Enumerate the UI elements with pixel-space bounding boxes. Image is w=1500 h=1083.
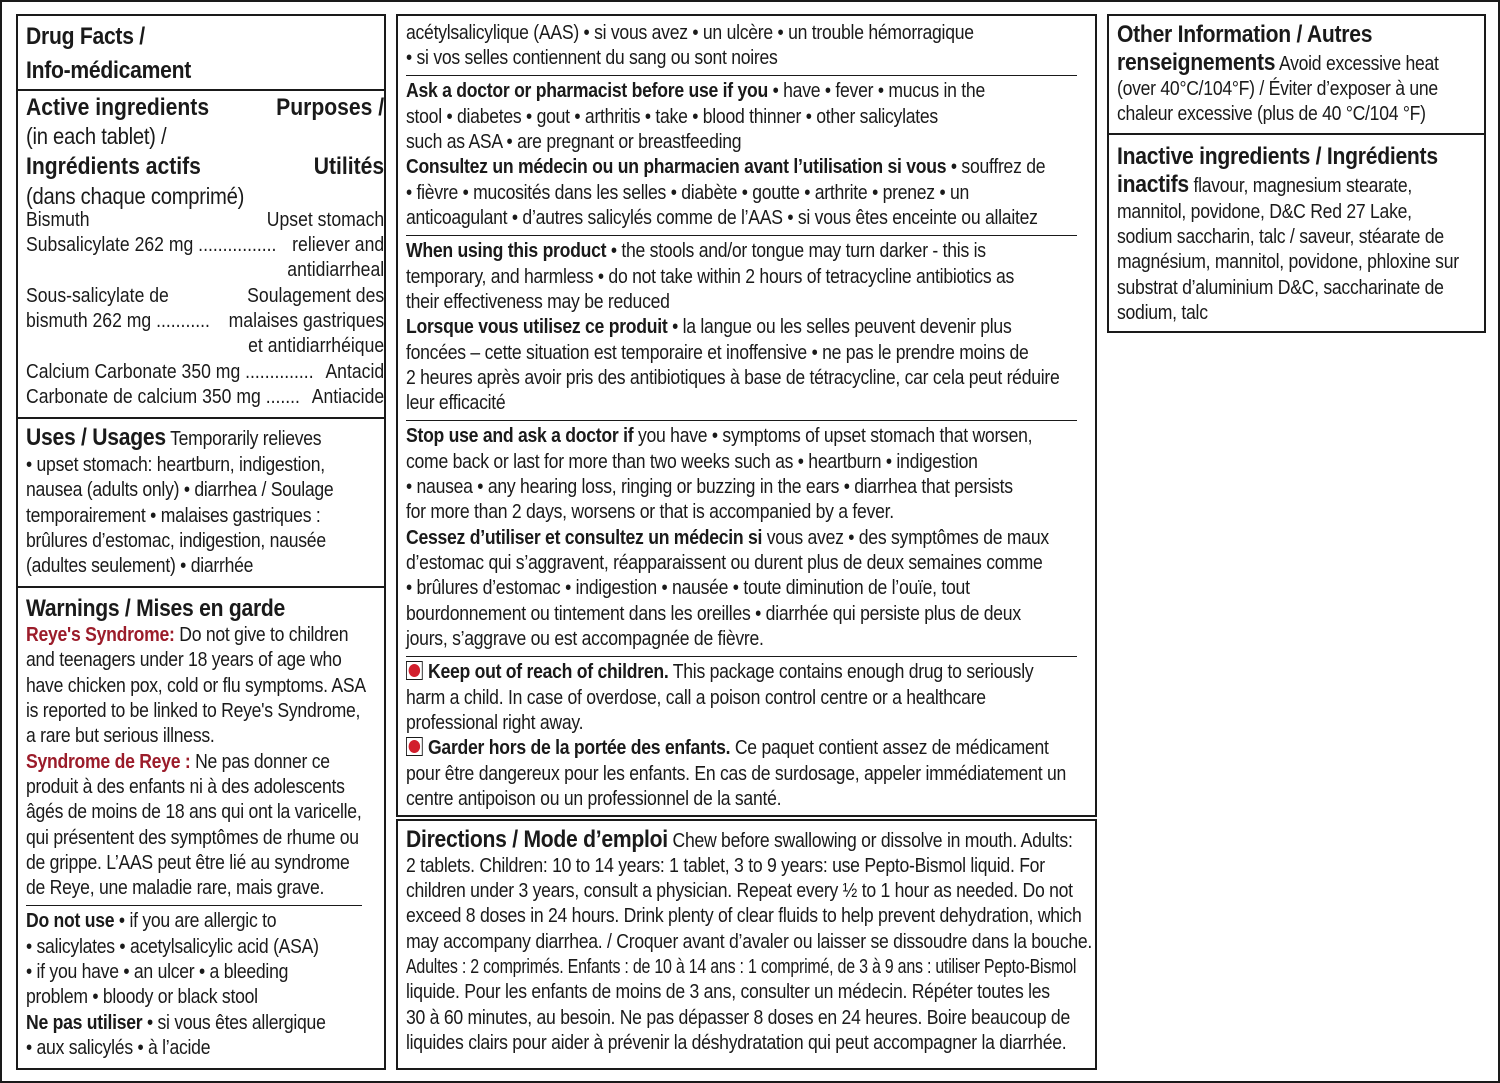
when-using-fr-line: foncées – cette situation est temporaire et inoffensive • ne pas le prendre moins de — [406, 342, 1029, 364]
stop-sign-icon — [406, 661, 423, 680]
inactive-line: magnésium, mannitol, povidone, phloxine sur — [1117, 251, 1459, 273]
divider — [1109, 133, 1484, 135]
directions-box — [396, 819, 1097, 1070]
reye-line: a rare but serious illness. — [26, 725, 215, 747]
other-info-line: renseignements Avoid excessive heat — [1117, 49, 1439, 76]
do-not-use-line: • if you have • an ulcer • a bleeding — [26, 961, 289, 983]
ingredient-row: antidiarrheal — [287, 259, 385, 281]
directions-line: may accompany diarrhea. / Croquer avant d’avaler ou laisser se dissoudre dans la bouche. — [406, 931, 1093, 953]
ne-pas-utiliser-line: • aux salicylés • à l’acide — [26, 1037, 211, 1059]
inactive-heading: Inactive ingredients / Ingrédients — [1117, 143, 1438, 170]
directions-line: liquide. Pour les enfants de moins de 3 ans, consulter un médecin. Répéter toutes les — [406, 981, 1050, 1003]
active-header-2: (in each tablet) / — [26, 123, 167, 149]
ingredient-row: et antidiarrhéique — [248, 335, 385, 357]
inactive-line: substrat d’aluminium D&C, saccharinate de — [1117, 277, 1444, 299]
stop-use-line: • nausea • any hearing loss, ringing or buzzing in the ears • diarrhea that persists — [406, 476, 1013, 498]
ingredient-row: bismuth 262 mg ........... malaises gastriques — [26, 310, 385, 332]
other-info-line: chaleur excessive (plus de 40 °C/104 °F) — [1117, 103, 1426, 125]
ask-doctor-fr-line: Consultez un médecin ou un pharmacien avant l’utilisation si vous • souffrez de — [406, 156, 1046, 178]
keep-out-line: harm a child. In case of overdose, call a poison control centre or a healthcare — [406, 687, 986, 709]
reye-fr-line: qui présentent des symptômes de rhume ou — [26, 827, 359, 849]
warnings-heading: Warnings / Mises en garde — [26, 595, 286, 622]
do-not-use-line: Do not use • if you are allergic to — [26, 910, 277, 932]
stop-use-fr-line: • brûlures d’estomac • indigestion • nausée • toute diminution de l’ouïe, tout — [406, 577, 970, 599]
when-using-line: their effectiveness may be reduced — [406, 291, 670, 313]
divider — [18, 89, 384, 91]
directions-line: liquides clairs pour aider à prévenir la déshydratation qui peut accompagner la diarrhée. — [406, 1032, 1067, 1054]
active-header-row: Active ingredients Purposes / — [26, 94, 385, 121]
ask-doctor-line: such as ASA • are pregnant or breastfeeding — [406, 131, 742, 153]
keep-out-fr-line: centre antipoison ou un professionnel de la santé. — [406, 788, 782, 810]
other-info-line: (over 40°C/104°F) / Éviter d’exposer à une — [1117, 78, 1438, 100]
ingredient-row: Calcium Carbonate 350 mg .............. Antacid — [26, 361, 385, 383]
ask-doctor-fr-line: anticoagulant • d’autres salicylés comme de l’AAS • si vous êtes enceinte ou allaitez — [406, 207, 1038, 229]
ingredient-row: Subsalicylate 262 mg ................ reliever and — [26, 234, 385, 256]
uses-line: nausea (adults only) • diarrhea / Soulage — [26, 479, 334, 501]
when-using-line: temporary, and harmless • do not take within 2 hours of tetracycline antibiotics as — [406, 266, 1015, 288]
directions-line: 2 tablets. Children: 10 to 14 years: 1 tablet, 3 to 9 years: use Pepto-Bismol liquid. For — [406, 855, 1045, 877]
directions-line: children under 3 years, consult a physician. Repeat every ½ to 1 hour as needed. Do not — [406, 880, 1073, 902]
ne-pas-utiliser-line: Ne pas utiliser • si vous êtes allergique — [26, 1012, 326, 1034]
when-using-fr-line: 2 heures après avoir pris des antibiotiques à base de tétracycline, car cela peut réduire — [406, 367, 1060, 389]
inactive-line: inactifs flavour, magnesium stearate, — [1117, 171, 1413, 198]
do-not-use-line: • salicylates • acetylsalicylic acid (ASA) — [26, 936, 319, 958]
directions-line: exceed 8 doses in 24 hours. Drink plenty of clear fluids to help prevent dehydration, which — [406, 905, 1082, 927]
stop-use-line: come back or last for more than two weeks such as • heartburn • indigestion — [406, 451, 978, 473]
stop-use-line: for more than 2 days, worsens or that is accompanied by a fever. — [406, 501, 894, 523]
reye-fr-line: produit à des enfants ni à des adolescents — [26, 776, 345, 798]
when-using-fr-line: Lorsque vous utilisez ce produit • la langue ou les selles peuvent devenir plus — [406, 316, 1012, 338]
title-line-2: Info-médicament — [26, 57, 192, 84]
uses-line: (adultes seulement) • diarrhée — [26, 555, 254, 577]
reye-fr-line: âgés de moins de 18 ans qui ont la varicelle, — [26, 801, 362, 823]
stop-use-fr-line: Cessez d’utiliser et consultez un médecin si vous avez • des symptômes de maux — [406, 527, 1049, 549]
uses-heading-line: Uses / Usages Temporarily relieves — [26, 424, 322, 451]
uses-line: brûlures d’estomac, indigestion, nausée — [26, 530, 326, 552]
inactive-line: sodium saccharin, talc / saveur, stéarate de — [1117, 226, 1444, 248]
stop-use-fr-line: jours, s’aggrave ou est accompagnée de fièvre. — [406, 628, 764, 650]
active-header-4: (dans chaque comprimé) — [26, 183, 245, 209]
ingredient-row: Bismuth Upset stomach — [26, 209, 385, 231]
divider — [406, 235, 1077, 236]
warning-cont-line: • si vos selles contiennent du sang ou sont noires — [406, 47, 778, 69]
reye-fr-line: de Reye, une maladie rare, mais grave. — [26, 877, 325, 899]
reye-line: have chicken pox, cold or flu symptoms. ASA — [26, 675, 366, 697]
stop-use-fr-line: bourdonnement ou tintement dans les oreilles • diarrhée qui persiste plus de deux — [406, 603, 1021, 625]
do-not-use-line: problem • bloody or black stool — [26, 986, 258, 1008]
keep-out-line: professional right away. — [406, 712, 584, 734]
stop-use-fr-line: d’estomac qui s’aggravent, réapparaissent ou durent plus de deux semaines comme — [406, 552, 1043, 574]
ask-doctor-line: Ask a doctor or pharmacist before use if you • have • fever • mucus in the — [406, 80, 985, 102]
title-line-1: Drug Facts / — [26, 23, 145, 50]
uses-line: • upset stomach: heartburn, indigestion, — [26, 454, 325, 476]
when-using-fr-line: leur efficacité — [406, 392, 506, 414]
divider — [406, 656, 1077, 657]
divider — [18, 417, 384, 419]
when-using-line: When using this product • the stools and/or tongue may turn darker - this is — [406, 240, 986, 262]
divider — [406, 75, 1077, 76]
divider — [406, 420, 1077, 421]
directions-line: Adultes : 2 comprimés. Enfants : de 10 à 14 ans : 1 comprimé, de 3 à 9 ans : utiliser Pepto-Bismol — [406, 956, 1077, 978]
directions-line: Directions / Mode d’emploi Chew before swallowing or dissolve in mouth. Adults: — [406, 826, 1073, 853]
directions-line: 30 à 60 minutes, au besoin. Ne pas dépasser 8 doses en 24 heures. Boire beaucoup de — [406, 1007, 1070, 1029]
keep-out-fr-line: Garder hors de la portée des enfants. Ce paquet contient assez de médicament — [406, 736, 1005, 761]
reye-fr-line: Syndrome de Reye : Ne pas donner ce — [26, 751, 330, 773]
active-header-row-fr: Ingrédients actifs Utilités — [26, 153, 385, 180]
column-2-top — [396, 14, 1097, 817]
reye-line: and teenagers under 18 years of age who — [26, 649, 342, 671]
inactive-line: mannitol, povidone, D&C Red 27 Lake, — [1117, 201, 1412, 223]
uses-line: temporairement • malaises gastriques : — [26, 505, 321, 527]
stop-use-line: Stop use and ask a doctor if you have • symptoms of upset stomach that worsen, — [406, 425, 1033, 447]
column-1 — [16, 14, 386, 1070]
warning-cont-line: acétylsalicylique (AAS) • si vous avez • un ulcère • un trouble hémorragique — [406, 22, 974, 44]
reye-line: Reye's Syndrome: Do not give to children — [26, 624, 349, 646]
other-info-heading: Other Information / Autres — [1117, 21, 1373, 48]
stop-sign-icon — [406, 737, 423, 756]
column-3 — [1107, 14, 1486, 333]
ingredient-row: Sous-salicylate de Soulagement des — [26, 285, 385, 307]
divider — [26, 905, 362, 906]
ask-doctor-line: stool • diabetes • gout • arthritis • take • blood thinner • other salicylates — [406, 106, 938, 128]
ask-doctor-fr-line: • fièvre • mucosités dans les selles • diabète • goutte • arthrite • prenez • un — [406, 182, 970, 204]
divider — [18, 586, 384, 588]
reye-line: is reported to be linked to Reye's Syndrome, — [26, 700, 361, 722]
keep-out-line: Keep out of reach of children. This package contains enough drug to seriously — [406, 660, 1005, 685]
reye-fr-line: de grippe. L’AAS peut être lié au syndrome — [26, 852, 350, 874]
keep-out-fr-line: pour être dangereux pour les enfants. En cas de surdosage, appeler immédiatement un — [406, 763, 1067, 785]
ingredient-row: Carbonate de calcium 350 mg ....... Antiacide — [26, 386, 385, 408]
inactive-line: sodium, talc — [1117, 302, 1208, 324]
